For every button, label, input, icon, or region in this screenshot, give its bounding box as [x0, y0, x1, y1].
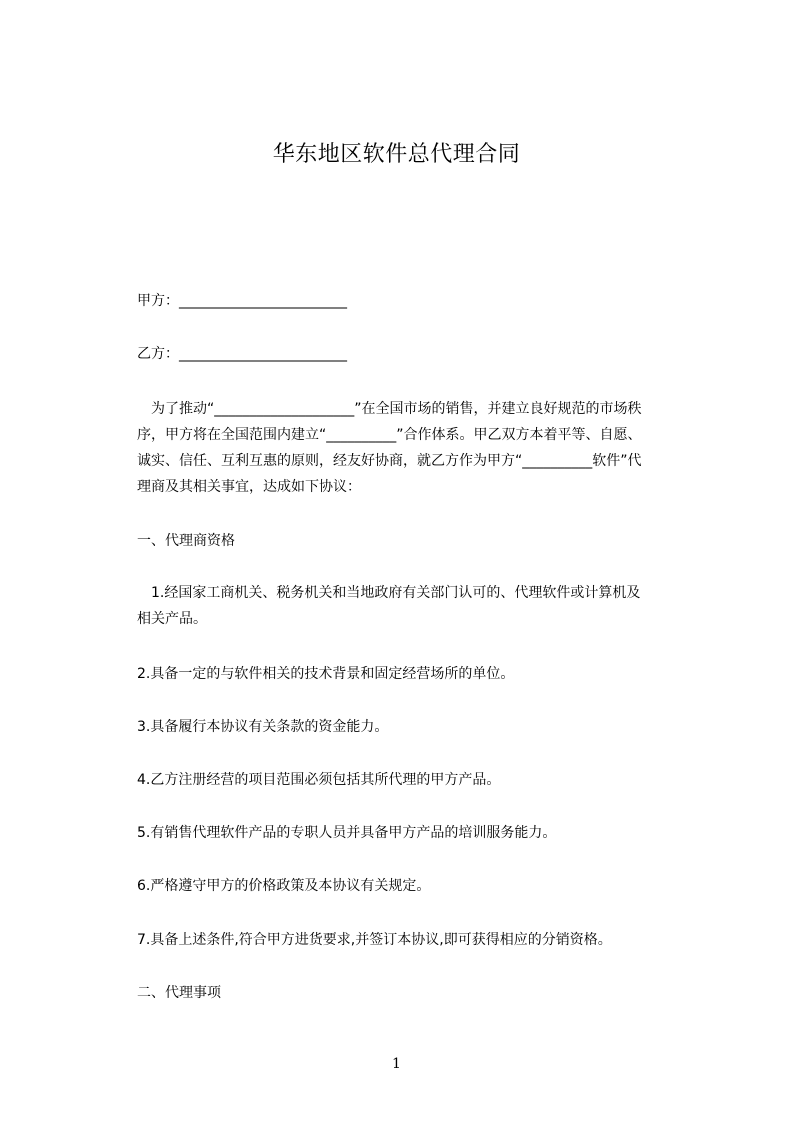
item-1-line: 相关产品。 [137, 611, 207, 627]
document-title: 华东地区软件总代理合同 [272, 142, 521, 167]
item-3: 3.具备履行本协议有关条款的资金能力。 [137, 719, 389, 735]
intro-paragraph [137, 396, 712, 500]
intro-line: 为了推动“____________________”在全国市场的销售，并建立良好规范的市场秩 [137, 401, 642, 417]
item-2: 2.具备一定的与软件相关的技术背景和固定经营场所的单位。 [137, 666, 515, 682]
section-heading-qualification: 一、代理商资格 [137, 533, 235, 549]
party-a-line: 甲方：________________________ [137, 293, 347, 309]
party-b-line: 乙方：________________________ [137, 346, 347, 362]
intro-line: 序，甲方将在全国范围内建立“__________”合作体系。甲乙双方本着平等、自愿、 [137, 427, 642, 443]
intro-line: 诚实、信任、互利互惠的原则，经友好协商，就乙方作为甲方“__________软件”代 [137, 453, 642, 469]
item-4: 4.乙方注册经营的项目范围必须包括其所代理的甲方产品。 [137, 772, 501, 788]
section-heading-agency-matters: 二、代理事项 [137, 985, 221, 1001]
item-1-paragraph [137, 580, 712, 632]
item-6: 6.严格遵守甲方的价格政策及本协议有关规定。 [137, 878, 431, 894]
item-7: 7.具备上述条件,符合甲方进货要求,并签订本协议,即可获得相应的分销资格。 [137, 932, 612, 948]
item-5: 5.有销售代理软件产品的专职人员并具备甲方产品的培训服务能力。 [137, 825, 557, 841]
page-number: 1 [392, 1056, 401, 1072]
item-1-line: 1.经国家工商机关、税务机关和当地政府有关部门认可的、代理软件或计算机及 [137, 585, 641, 601]
intro-line: 理商及其相关事宜，达成如下协议： [137, 479, 361, 495]
